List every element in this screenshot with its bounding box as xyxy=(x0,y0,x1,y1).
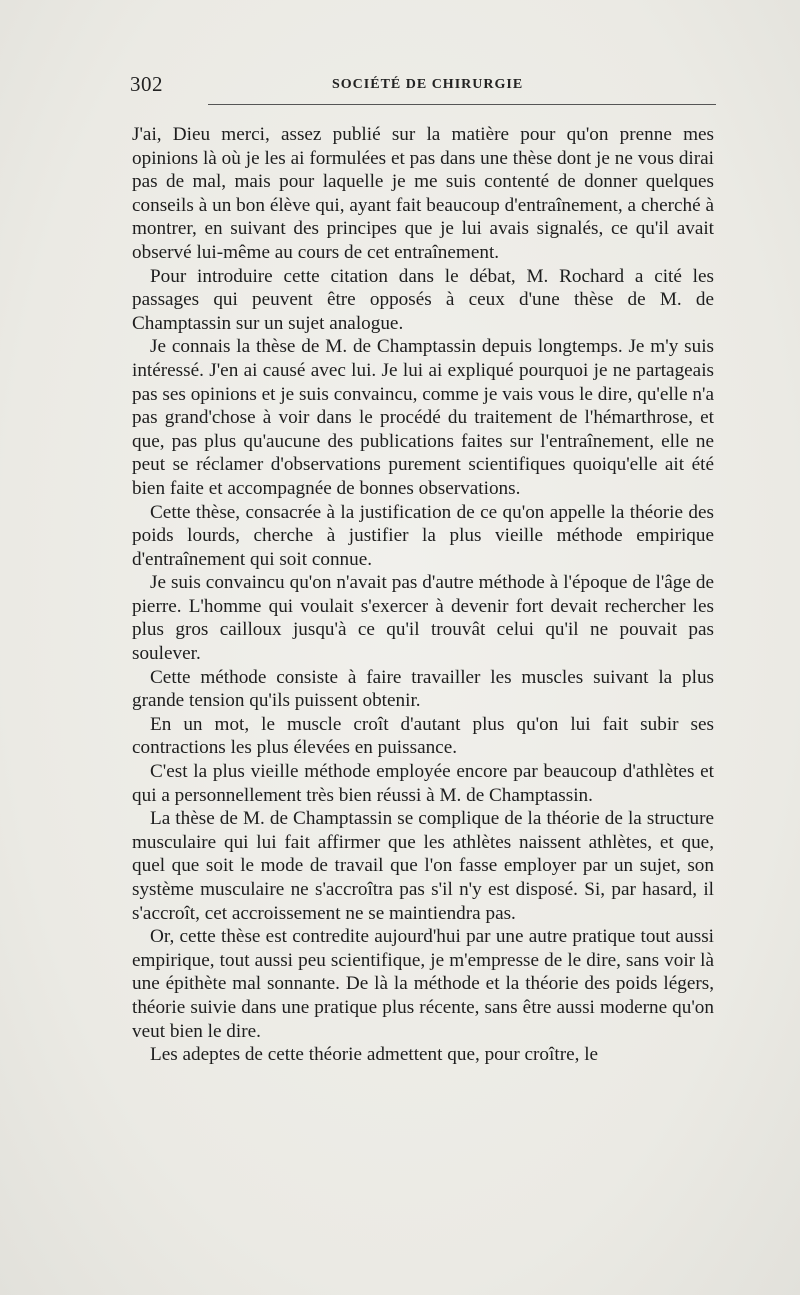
paragraph-8: C'est la plus vieille méthode employée encore par beaucoup d'athlètes et qui a personnellement très bien réussi à M. de Champtassin. xyxy=(132,761,714,806)
paragraph-1: J'ai, Dieu merci, assez publié sur la matière pour qu'on prenne mes opinions là où je les ai formulées et pas dans une thèse dont je ne vous dirai pas de mal, mais pour laquelle je me suis contenté de donner quelques conseils à un bon élève qui, ayant fait beaucoup d'entraînement, a cherché à montrer, en suivant des principes que je lui avais signalés, ce qu'il avait observé lui-même au cours de cet entraînement. xyxy=(132,124,714,263)
paragraph-11: Les adeptes de cette théorie admettent que, pour croître, le xyxy=(150,1044,599,1066)
paragraph-10: Or, cette thèse est contredite aujourd'hui par une autre pratique tout aussi empirique, tout aussi peu scientifique, je m'empresse de le dire, sans voir là une épithète mal sonnante. De là la méthode et la théorie des poids légers, théorie suivie dans une pratique plus récente, sans être aussi moderne qu'on veut bien le dire. xyxy=(132,926,714,1042)
paragraph-3: Je connais la thèse de M. de Champtassin depuis longtemps. Je m'y suis intéressé. J'en ai causé avec lui. Je lui ai expliqué pourquoi je ne partageais pas ses opinions et je suis convaincu, comme je vais vous le dire, qu'elle n'a pas grand'chose à voir dans le procédé du traitement de l'hémarthrose, et que, pas plus qu'aucune des publications faites sur l'entraînement, elle ne peut se réclamer d'observations purement scientifiques quoiqu'elle ait été bien faite et accompagnée de bonnes observations. xyxy=(132,336,714,499)
header-rule xyxy=(208,104,716,105)
page-header xyxy=(130,72,715,100)
body-text xyxy=(132,123,714,1067)
paragraph-4: Cette thèse, consacrée à la justification de ce qu'on appelle la théorie des poids lourds, cherche à justifier la plus vieille méthode empirique d'entraînement qui soit connue. xyxy=(132,501,714,570)
paragraph-5: Je suis convaincu qu'on n'avait pas d'autre méthode à l'époque de l'âge de pierre. L'homme qui voulait s'exercer à devenir fort devait rechercher les plus gros cailloux jusqu'à ce qu'il trouvât celui qu'il ne pouvait pas soulever. xyxy=(132,572,714,665)
paragraph-9: La thèse de M. de Champtassin se complique de la théorie de la structure musculaire qui lui fait affirmer que les athlètes naissent athlètes, et que, quel que soit le mode de travail que l'on fasse employer par un sujet, son système musculaire ne s'accroîtra pas s'il n'y est disposé. Si, par hasard, il s'accroît, cet accroissement ne se maintiendra pas. xyxy=(132,808,714,924)
paragraph-6: Cette méthode consiste à faire travailler les muscles suivant la plus grande tension qu'ils puissent obtenir. xyxy=(132,666,714,712)
paragraph-2: Pour introduire cette citation dans le débat, M. Rochard a cité les passages qui peuvent être opposés à ceux d'une thèse de M. de Champtassin sur un sujet analogue. xyxy=(132,265,714,334)
running-title: SOCIÉTÉ DE CHIRURGIE xyxy=(332,77,524,92)
page-number: 302 xyxy=(130,72,163,96)
paragraph-7: En un mot, le muscle croît d'autant plus qu'on lui fait subir ses contractions les plus élevées en puissance. xyxy=(132,713,714,759)
